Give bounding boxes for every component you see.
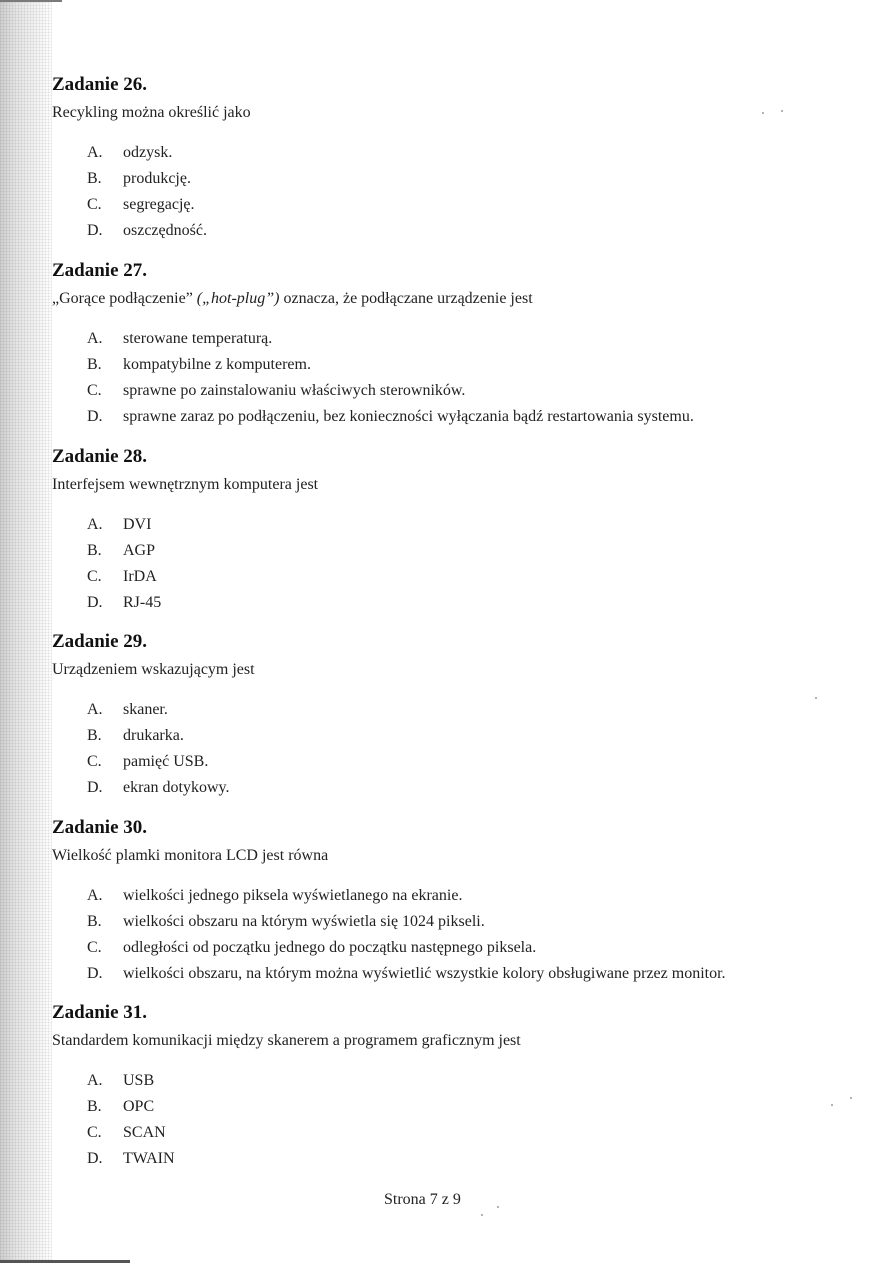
scan-speck bbox=[781, 110, 783, 112]
answer-text: sterowane temperaturą. bbox=[123, 330, 273, 347]
answer-letter: C. bbox=[87, 939, 102, 956]
task-title: Zadanie 26. bbox=[52, 74, 148, 95]
answer-letter: D. bbox=[87, 408, 103, 425]
scan-speck bbox=[762, 112, 764, 114]
task-question: Recykling można określić jako bbox=[52, 104, 251, 121]
answer-text: skaner. bbox=[123, 701, 168, 718]
answer-text: pamięć USB. bbox=[123, 753, 209, 770]
scan-speck bbox=[481, 1214, 483, 1216]
answer-text: TWAIN bbox=[123, 1150, 175, 1167]
answer-text: drukarka. bbox=[123, 727, 184, 744]
answer-letter: B. bbox=[87, 542, 102, 559]
answer-letter: B. bbox=[87, 356, 102, 373]
answer-text: kompatybilne z komputerem. bbox=[123, 356, 311, 373]
task-title: Zadanie 31. bbox=[52, 1002, 148, 1023]
answer-letter: B. bbox=[87, 170, 102, 187]
answer-text: DVI bbox=[123, 516, 152, 533]
answer-letter: B. bbox=[87, 727, 102, 744]
scan-edge-shading bbox=[0, 0, 52, 1263]
answer-letter: D. bbox=[87, 1150, 103, 1167]
task-title: Zadanie 28. bbox=[52, 446, 148, 467]
task-question: Standardem komunikacji między skanerem a programem graficznym jest bbox=[52, 1032, 521, 1049]
answer-text: wielkości obszaru, na którym można wyświetlić wszystkie kolory obsługiwane przez monitor. bbox=[123, 965, 726, 982]
answer-letter: A. bbox=[87, 1072, 103, 1089]
scan-speck bbox=[850, 1097, 852, 1099]
task-question: Interfejsem wewnętrznym komputera jest bbox=[52, 476, 319, 493]
answer-text: ekran dotykowy. bbox=[123, 779, 230, 796]
answer-text: odzysk. bbox=[123, 144, 173, 161]
answer-letter: C. bbox=[87, 196, 102, 213]
answer-letter: A. bbox=[87, 887, 103, 904]
answer-letter: C. bbox=[87, 1124, 102, 1141]
answer-text: USB bbox=[123, 1072, 155, 1089]
answer-text: wielkości jednego piksela wyświetlanego na ekranie. bbox=[123, 887, 463, 904]
scan-speck bbox=[831, 1104, 833, 1106]
answer-letter: A. bbox=[87, 701, 103, 718]
answer-letter: C. bbox=[87, 753, 102, 770]
answer-text: OPC bbox=[123, 1098, 155, 1115]
task-question-start: „Gorące podłączenie” bbox=[52, 290, 197, 307]
task-question: Urządzeniem wskazującym jest bbox=[52, 661, 255, 678]
scan-speck bbox=[815, 697, 817, 699]
task-title: Zadanie 29. bbox=[52, 631, 148, 652]
answer-text: segregację. bbox=[123, 196, 195, 213]
answer-letter: A. bbox=[87, 516, 103, 533]
task-title: Zadanie 30. bbox=[52, 817, 148, 838]
task-title: Zadanie 27. bbox=[52, 260, 148, 281]
answer-letter: D. bbox=[87, 222, 103, 239]
answer-text: IrDA bbox=[123, 568, 157, 585]
answer-letter: A. bbox=[87, 330, 103, 347]
task-question bbox=[52, 290, 533, 308]
answer-text: produkcję. bbox=[123, 170, 191, 187]
answer-letter: D. bbox=[87, 779, 103, 796]
answer-text: odległości od początku jednego do początku następnego piksela. bbox=[123, 939, 537, 956]
answer-letter: B. bbox=[87, 913, 102, 930]
page-number: Strona 7 z 9 bbox=[384, 1191, 461, 1208]
answer-letter: C. bbox=[87, 568, 102, 585]
answer-letter: B. bbox=[87, 1098, 102, 1115]
answer-text: RJ-45 bbox=[123, 594, 162, 611]
answer-text: sprawne zaraz po podłączeniu, bez konieczności wyłączania bądź restartowania systemu. bbox=[123, 408, 694, 425]
answer-text: sprawne po zainstalowaniu właściwych sterowników. bbox=[123, 382, 466, 399]
answer-text: oszczędność. bbox=[123, 222, 207, 239]
task-question-end: oznacza, że podłączane urządzenie jest bbox=[279, 290, 533, 307]
task-question: Wielkość plamki monitora LCD jest równa bbox=[52, 847, 329, 864]
answer-letter: C. bbox=[87, 382, 102, 399]
task-question-term: („hot-plug”) bbox=[196, 290, 280, 307]
answer-letter: D. bbox=[87, 965, 103, 982]
answer-text: AGP bbox=[123, 542, 156, 559]
scan-speck bbox=[497, 1206, 499, 1208]
answer-text: wielkości obszaru na którym wyświetla się 1024 pikseli. bbox=[123, 913, 485, 930]
answer-letter: A. bbox=[87, 144, 103, 161]
answer-text: SCAN bbox=[123, 1124, 166, 1141]
scan-top-mark bbox=[0, 0, 62, 2]
answer-letter: D. bbox=[87, 594, 103, 611]
